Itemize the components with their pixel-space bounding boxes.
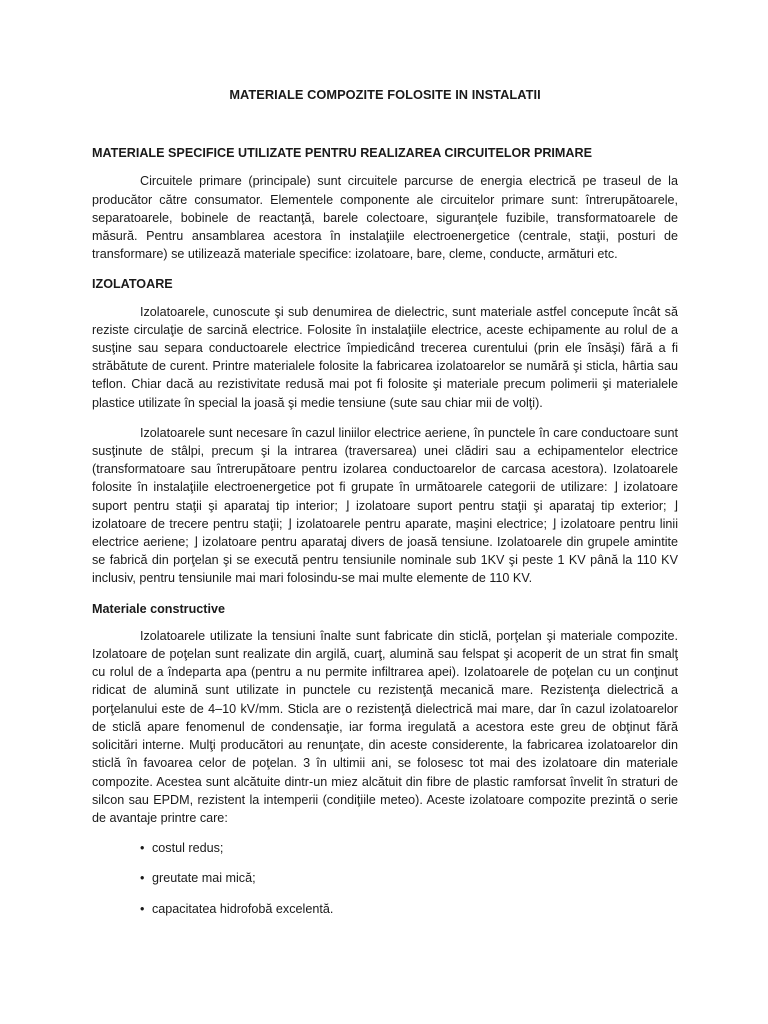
paragraph-circuite-primare: Circuitele primare (principale) sunt circuitele parcurse de energia electrică pe traseul de la producător către consumator. Elementele componente ale circuitelor primare sunt: întrerupătoarele, separatoarele, bobinele de reactanţă, barele colectoare, siguranţele fuzibile, transformatoarele de măsură. Pentru ansamblarea acestora în instalaţiile electroenergetice (centrale, staţii, posturi de transformare) se utilizează materiale specifice: izolatoare, bare, cleme, conducte, armături etc. [92,174,678,262]
list-item [140,839,678,857]
list-item-text: greutate mai mică; [152,871,256,886]
document-title: MATERIALE COMPOZITE FOLOSITE IN INSTALATII [229,87,541,102]
bullet-icon: • [140,871,145,886]
section-heading-materiale-constructive: Materiale constructive [92,601,225,616]
section-heading-circuite-primare: MATERIALE SPECIFICE UTILIZATE PENTRU REALIZAREA CIRCUITELOR PRIMARE [92,146,593,161]
list-item [140,869,678,887]
bullet-icon: • [140,841,145,856]
advantages-list [92,839,678,918]
list-item-text: capacitatea hidrofobă excelentă. [152,901,334,916]
list-item [140,900,678,918]
section-heading-izolatoare: IZOLATOARE [92,277,173,292]
paragraph-izolatoare-definitie: Izolatoarele, cunoscute şi sub denumirea de dielectric, sunt materiale astfel concepute încât să reziste circulaţie de sarcină electrice. Folosite în instalaţiile electrice, aceste echipamente au rolul de a susţine sau separa conductoarele electrice împiedicând trecerea curentului (prin ele însăşi) fără a fi străbătute de curent. Printre materialele folosite la fabricarea izolatoarelor se numără şi sticla, hârtia sau teflon. Chiar dacă au rezistivitate redusă mai pot fi folosite şi materiale precum polimerii şi materialele plastice utilizate în special la joasă şi medie tensiune (sute sau chiar mii de volţi). [92,304,678,410]
list-item-text: costul redus; [152,841,224,856]
paragraph-izolatoare-categorii: Izolatoarele sunt necesare în cazul liniilor electrice aeriene, în punctele în care conductoare sunt susţinute de stâlpi, precum şi la intrarea (traversarea) unei clădiri sau a echipamentelor electrice (transformatoare sau întrerupătoare pentru izolarea conductoarelor de carcasa acestora). Izolatoarele folosite în instalaţiile electroenergetice pot fi grupate în următoarele categorii de utilizare: ⌋ izolatoare suport pentru staţii şi aparataj tip interior; ⌋ izolatoare suport pentru staţii şi aparataj tip exterior; ⌋ izolatoare de trecere pentru staţii; ⌋ izolatoarele pentru aparate, maşini electrice; ⌋ izolatoare pentru linii electrice aeriene; ⌋ izolatoare pentru aparataj divers de joasă tensiune. Izolatoarele din grupele amintite se fabrică din porţelan şi se execută pentru tensiunile nominale sub 1KV şi peste 1 KV până la 110 KV inclusiv, pentru tensiunile mai mari folosindu-se mai multe elemente de 110 KV. [92,425,678,586]
paragraph-materiale-constructive: Izolatoarele utilizate la tensiuni înalte sunt fabricate din sticlă, porţelan şi materiale compozite. Izolatoare de poţelan sunt realizate din argilă, cuarţ, alumină sau felspat şi acoperit de un strat fin smalţ cu rolul de a îndeparta apa (pentru a nu permite infiltrarea apei). Izolatoarele de poţelan cu un conţinut ridicat de alumină sunt utilizate in punctele cu rezistenţă mecanică mare. Rezistenţa dielectrică a porţelanului este de 4–10 kV/mm. Sticla are o rezistenţă dielectrică mai mare, dar în cazul izolatoarelor de sticlă apare fenomenul de condensaţie, iar forma iregulată a acestora este greu de obţinut fără solicitări interne. Mulţi producători au renunţate, din aceste considerente, la fabricarea izolatoarelor din sticlă în favoarea celor de poţelan. 3 în ultimii ani, se folosesc tot mai des izolatoare din materiale compozite. Acestea sunt alcătuite dintr-un miez alcătuit din fibre de plastic ramforsat învelit în straturi de silcon sau EPDM, rezistent la intemperii (condiţiile meteo). Aceste izolatoare compozite prezintă o serie de avantaje printre care: [92,628,678,825]
bullet-icon: • [140,901,145,916]
